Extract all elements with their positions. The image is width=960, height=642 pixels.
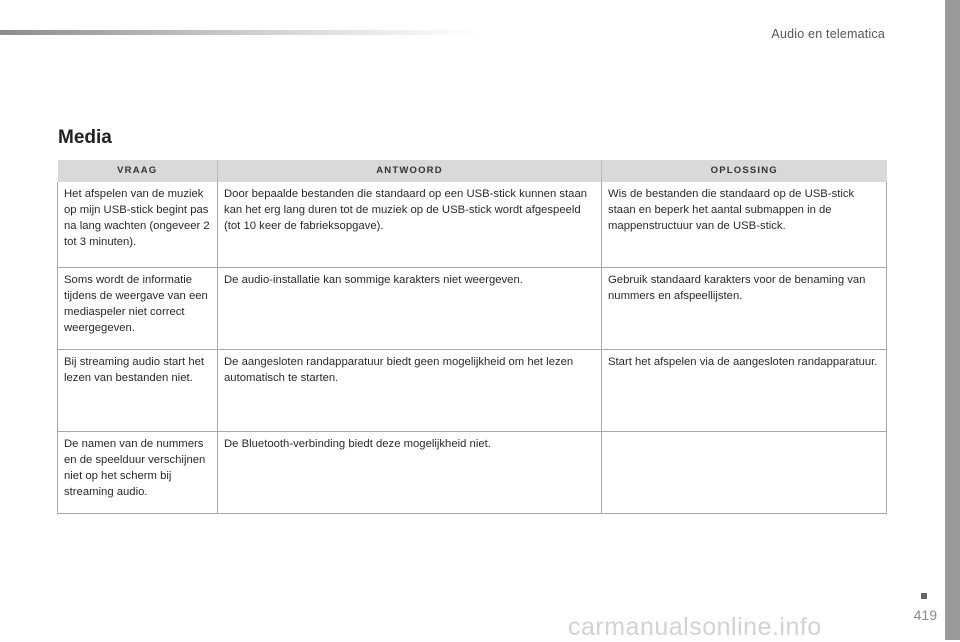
cell-antwoord: Door bepaalde bestanden die standaard op een USB-stick kunnen staan kan het erg lang duren tot de muziek op de USB-stick wordt afgespeeld (tot 10 keer de fabrieksopgave). — [218, 182, 602, 268]
table-row — [58, 350, 887, 432]
page-heading: Media — [58, 127, 112, 148]
cell-vraag: De namen van de nummers en de speelduur verschijnen niet op het scherm bij streaming audio. — [58, 432, 218, 514]
faq-table — [57, 160, 887, 514]
cell-antwoord: De aangesloten randapparatuur biedt geen mogelijkheid om het lezen automatisch te starten. — [218, 350, 602, 432]
table-row — [58, 182, 887, 268]
cell-oplossing: Gebruik standaard karakters voor de benaming van nummers en afspeellijsten. — [602, 268, 887, 350]
header-rule — [0, 30, 480, 35]
cell-oplossing: Wis de bestanden die standaard op de USB-stick staan en beperk het aantal submappen in de mappenstructuur van de USB-stick. — [602, 182, 887, 268]
cell-oplossing: Start het afspelen via de aangesloten randapparatuur. — [602, 350, 887, 432]
section-title: Audio en telematica — [771, 27, 885, 41]
cell-vraag: Het afspelen van de muziek op mijn USB-stick begint pas na lang wachten (ongeveer 2 tot 3 minuten). — [58, 182, 218, 268]
table-header-row — [58, 160, 887, 182]
cell-oplossing — [602, 432, 887, 514]
cell-antwoord: De Bluetooth-verbinding biedt deze mogelijkheid niet. — [218, 432, 602, 514]
page-edge-bar — [945, 0, 960, 640]
cell-antwoord: De audio-installatie kan sommige karakters niet weergeven. — [218, 268, 602, 350]
column-header-oplossing: OPLOSSING — [602, 160, 887, 182]
column-header-antwoord: ANTWOORD — [218, 160, 602, 182]
table-row — [58, 268, 887, 350]
table-row — [58, 432, 887, 514]
watermark: carmanualsonline.info — [568, 613, 822, 641]
page-marker-square — [921, 593, 927, 599]
cell-vraag: Bij streaming audio start het lezen van bestanden niet. — [58, 350, 218, 432]
cell-vraag: Soms wordt de informatie tijdens de weergave van een mediaspeler niet correct weergegeven. — [58, 268, 218, 350]
page-number: 419 — [913, 607, 937, 623]
column-header-vraag: VRAAG — [58, 160, 218, 182]
